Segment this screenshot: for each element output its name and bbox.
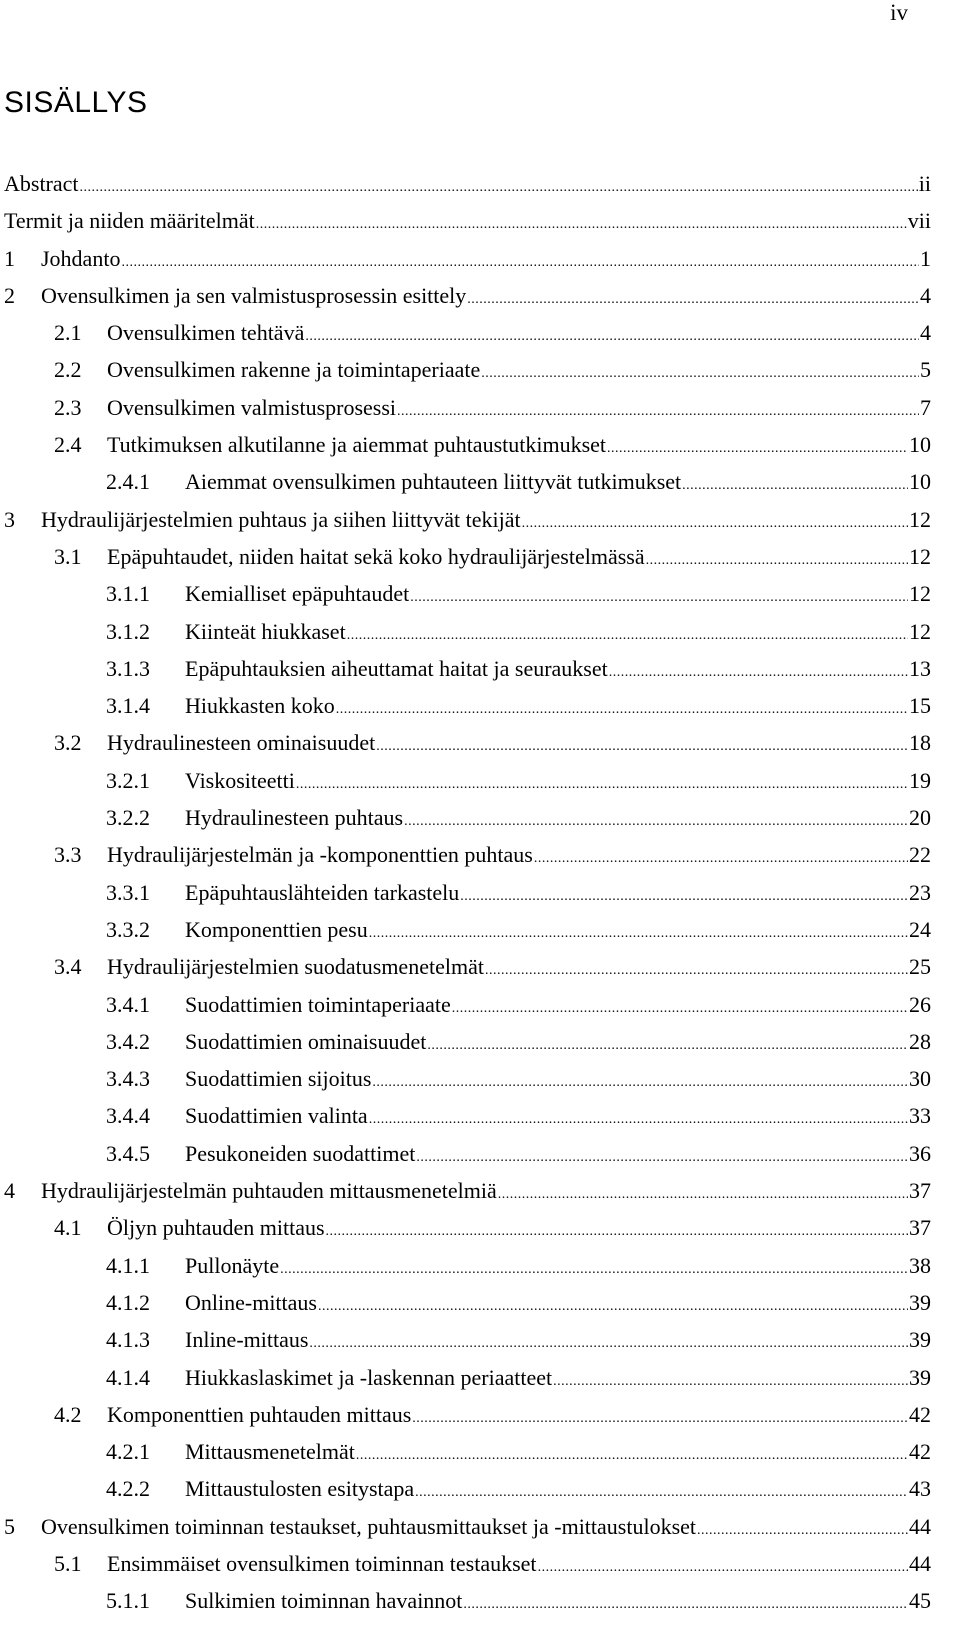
- toc-entry-page: 42: [909, 1401, 931, 1427]
- toc-entry[interactable]: [4, 1365, 931, 1402]
- toc-entry-title: Ovensulkimen toiminnan testaukset, puhtausmittaukset ja -mittaustulokset: [41, 1513, 697, 1539]
- toc-entry-number: 3.2.1: [106, 767, 150, 793]
- toc-entry[interactable]: [4, 469, 931, 506]
- toc-entry-number: 4.2.2: [106, 1476, 150, 1502]
- toc-entry-title: Komponenttien puhtauden mittaus: [107, 1401, 412, 1427]
- toc-entry[interactable]: [4, 1551, 931, 1588]
- toc-entry-number: 2.2: [54, 357, 82, 383]
- toc-entry-page: 39: [909, 1327, 931, 1353]
- toc-entry-title: Epäpuhtauksien aiheuttamat haitat ja seuraukset: [185, 655, 608, 681]
- toc-entry-page: 30: [909, 1066, 931, 1092]
- toc-dot-leader: [347, 623, 908, 649]
- toc-entry-page: 37: [909, 1215, 931, 1241]
- toc-entry-page: 12: [909, 543, 931, 569]
- toc-dot-leader: [452, 996, 908, 1022]
- toc-entry-number: 4.1.2: [106, 1289, 150, 1315]
- toc-entry-page: 25: [909, 954, 931, 980]
- toc-dot-leader: [682, 473, 908, 499]
- toc-entry-number: 4.2: [54, 1401, 82, 1427]
- toc-entry-title: Abstract: [4, 171, 79, 196]
- toc-entry-page: 10: [909, 432, 931, 458]
- toc-entry[interactable]: [4, 544, 931, 581]
- toc-dot-leader: [318, 1294, 908, 1320]
- toc-entry[interactable]: [4, 954, 931, 991]
- toc-entry-number: 5.1: [54, 1550, 82, 1576]
- toc-entry[interactable]: [4, 1402, 931, 1439]
- toc-entry-title: Online-mittaus: [185, 1289, 317, 1315]
- toc-entry-title: Mittaustulosten esitystapa: [185, 1476, 415, 1502]
- toc-entry[interactable]: [4, 1103, 931, 1140]
- toc-entry-title: Hydraulinesteen puhtaus: [185, 805, 404, 831]
- toc-entry-title: Ovensulkimen rakenne ja toimintaperiaate: [107, 357, 481, 383]
- toc-entry-title: Suodattimien ominaisuudet: [185, 1028, 427, 1054]
- toc-dot-leader: [534, 846, 908, 872]
- toc-entry[interactable]: [4, 730, 931, 767]
- toc-entry-number: 3.3.2: [106, 916, 150, 942]
- toc-entry-number: 3.4: [54, 954, 82, 980]
- toc-dot-leader: [410, 585, 908, 611]
- toc-dot-leader: [481, 361, 919, 387]
- toc-entry[interactable]: [4, 917, 931, 954]
- toc-entry-title: Ovensulkimen tehtävä: [107, 320, 305, 346]
- toc-dot-leader: [412, 1406, 908, 1432]
- toc-entry[interactable]: [4, 842, 931, 879]
- toc-entry[interactable]: [4, 768, 931, 805]
- toc-dot-leader: [121, 250, 919, 276]
- toc-dot-leader: [427, 1033, 908, 1059]
- toc-entry-title: Hydraulinesteen ominaisuudet: [107, 730, 376, 756]
- toc-entry[interactable]: [4, 656, 931, 693]
- toc-entry-number: 2: [4, 282, 15, 308]
- toc-entry-page: 18: [909, 730, 931, 756]
- toc-entry-number: 4.1.3: [106, 1327, 150, 1353]
- table-of-contents: [4, 171, 931, 1626]
- toc-entry-number: 1: [4, 245, 15, 271]
- toc-entry-number: 3.4.4: [106, 1103, 150, 1129]
- toc-entry-page: 12: [909, 618, 931, 644]
- toc-entry-page: 12: [909, 506, 931, 532]
- toc-entry-title: Öljyn puhtauden mittaus: [107, 1215, 325, 1241]
- toc-dot-leader: [296, 772, 908, 798]
- toc-dot-leader: [305, 324, 919, 350]
- toc-entry[interactable]: [4, 1588, 931, 1625]
- toc-entry-number: 2.4: [54, 432, 82, 458]
- toc-entry-number: 5: [4, 1513, 15, 1539]
- toc-entry[interactable]: [4, 1066, 931, 1103]
- toc-entry-number: 4.1: [54, 1215, 82, 1241]
- toc-dot-leader: [460, 884, 908, 910]
- toc-dot-leader: [336, 697, 908, 723]
- toc-entry-page: 4: [920, 320, 931, 346]
- toc-entry-page: 36: [909, 1140, 931, 1166]
- toc-entry-number: 3.1.2: [106, 618, 150, 644]
- toc-entry[interactable]: [4, 1178, 931, 1215]
- toc-entry[interactable]: [4, 171, 931, 208]
- toc-entry-number: 3.4.3: [106, 1066, 150, 1092]
- toc-entry-title: Hydraulijärjestelmien puhtaus ja siihen liittyvät tekijät: [41, 506, 521, 532]
- toc-dot-leader: [485, 958, 908, 984]
- toc-entry-number: 2.1: [54, 320, 82, 346]
- toc-entry-number: 3.3.1: [106, 879, 150, 905]
- toc-dot-leader: [356, 1443, 908, 1469]
- toc-entry[interactable]: [4, 880, 931, 917]
- toc-entry-number: 3.4.2: [106, 1028, 150, 1054]
- toc-dot-leader: [326, 1219, 908, 1245]
- toc-entry-title: Mittausmenetelmät: [185, 1439, 355, 1465]
- toc-entry[interactable]: [4, 507, 931, 544]
- toc-entry-page: 44: [909, 1513, 931, 1539]
- toc-heading: SISÄLLYS: [4, 86, 148, 119]
- toc-dot-leader: [522, 511, 908, 537]
- toc-dot-leader: [498, 1182, 908, 1208]
- toc-dot-leader: [376, 734, 908, 760]
- toc-entry-number: 5.1.1: [106, 1588, 150, 1614]
- toc-entry-page: vii: [907, 208, 931, 234]
- toc-dot-leader: [463, 1592, 908, 1618]
- toc-entry-page: 13: [909, 655, 931, 681]
- toc-entry[interactable]: [4, 1253, 931, 1290]
- toc-entry-number: 3: [4, 506, 15, 532]
- toc-dot-leader: [646, 548, 908, 574]
- toc-entry-page: 38: [909, 1252, 931, 1278]
- toc-entry[interactable]: [4, 1141, 931, 1178]
- toc-dot-leader: [80, 175, 918, 201]
- toc-entry-page: 26: [909, 991, 931, 1017]
- toc-dot-leader: [416, 1145, 908, 1171]
- toc-dot-leader: [309, 1331, 908, 1357]
- toc-entry-title: Ovensulkimen ja sen valmistusprosessin esittely: [41, 282, 467, 308]
- toc-entry[interactable]: [4, 1327, 931, 1364]
- toc-entry-page: 39: [909, 1364, 931, 1390]
- toc-entry-title: Komponenttien pesu: [185, 916, 368, 942]
- toc-entry[interactable]: [4, 1290, 931, 1327]
- toc-entry[interactable]: [4, 357, 931, 394]
- toc-entry[interactable]: [4, 1514, 931, 1551]
- toc-entry-title: Hiukkasten koko: [185, 693, 335, 719]
- toc-entry-title: Hydraulijärjestelmien suodatusmenetelmät: [107, 954, 484, 980]
- toc-entry-title: Suodattimien valinta: [185, 1103, 368, 1129]
- toc-entry[interactable]: [4, 693, 931, 730]
- toc-dot-leader: [369, 921, 908, 947]
- toc-entry[interactable]: [4, 246, 931, 283]
- toc-entry-number: 4.1.1: [106, 1252, 150, 1278]
- toc-entry-title: Ensimmäiset ovensulkimen toiminnan testaukset: [107, 1550, 537, 1576]
- toc-entry-number: 3.1.3: [106, 655, 150, 681]
- toc-dot-leader: [404, 809, 908, 835]
- toc-entry[interactable]: [4, 208, 931, 245]
- page-number: iv: [890, 0, 908, 25]
- toc-entry-page: 7: [920, 394, 931, 420]
- toc-entry-page: 44: [909, 1550, 931, 1576]
- toc-entry-page: 43: [909, 1476, 931, 1502]
- toc-entry-page: 42: [909, 1439, 931, 1465]
- toc-entry-title: Pesukoneiden suodattimet: [185, 1140, 416, 1166]
- toc-entry-title: Johdanto: [41, 245, 121, 271]
- toc-entry-page: 45: [909, 1588, 931, 1614]
- toc-entry[interactable]: [4, 1476, 931, 1513]
- toc-entry-page: 15: [909, 693, 931, 719]
- toc-entry[interactable]: [4, 581, 931, 618]
- toc-entry[interactable]: [4, 283, 931, 320]
- toc-entry-title: Termit ja niiden määritelmät: [4, 208, 255, 234]
- toc-dot-leader: [415, 1480, 908, 1506]
- toc-entry-page: 20: [909, 805, 931, 831]
- toc-dot-leader: [369, 1107, 908, 1133]
- toc-entry-title: Epäpuhtauslähteiden tarkastelu: [185, 879, 460, 905]
- toc-entry-number: 3.4.5: [106, 1140, 150, 1166]
- toc-entry-title: Viskositeetti: [185, 767, 295, 793]
- toc-entry-title: Hydraulijärjestelmän ja -komponenttien puhtaus: [107, 842, 533, 868]
- toc-entry-page: 37: [909, 1178, 931, 1204]
- toc-entry-number: 3.2: [54, 730, 82, 756]
- toc-entry-title: Epäpuhtaudet, niiden haitat sekä koko hydraulijärjestelmässä: [107, 543, 645, 569]
- toc-entry[interactable]: [4, 1029, 931, 1066]
- toc-entry[interactable]: [4, 432, 931, 469]
- toc-entry-title: Tutkimuksen alkutilanne ja aiemmat puhtaustutkimukset: [107, 432, 607, 458]
- toc-entry-page: 4: [920, 282, 931, 308]
- toc-entry-page: 1: [920, 245, 931, 271]
- toc-entry[interactable]: [4, 992, 931, 1029]
- toc-entry-number: 3.2.2: [106, 805, 150, 831]
- toc-entry[interactable]: [4, 1215, 931, 1252]
- toc-dot-leader: [256, 212, 907, 238]
- toc-entry[interactable]: [4, 619, 931, 656]
- toc-entry[interactable]: [4, 805, 931, 842]
- toc-entry-title: Kiinteät hiukkaset: [185, 618, 346, 644]
- toc-entry-number: 4.2.1: [106, 1439, 150, 1465]
- toc-entry-page: 33: [909, 1103, 931, 1129]
- toc-entry-page: 39: [909, 1289, 931, 1315]
- toc-entry-title: Pullonäyte: [185, 1252, 280, 1278]
- toc-entry-number: 3.1.4: [106, 693, 150, 719]
- toc-dot-leader: [372, 1070, 908, 1096]
- toc-entry-page: 5: [920, 357, 931, 383]
- toc-dot-leader: [607, 436, 908, 462]
- toc-entry-page: 10: [909, 469, 931, 495]
- toc-entry-number: 2.4.1: [106, 469, 150, 495]
- toc-entry-page: 23: [909, 879, 931, 905]
- toc-entry-title: Hiukkaslaskimet ja -laskennan periaatteet: [185, 1364, 553, 1390]
- toc-entry-page: 24: [909, 916, 931, 942]
- toc-dot-leader: [467, 287, 919, 313]
- toc-entry[interactable]: [4, 320, 931, 357]
- toc-entry-page: 22: [909, 842, 931, 868]
- toc-dot-leader: [397, 399, 919, 425]
- toc-entry-title: Inline-mittaus: [185, 1327, 309, 1353]
- toc-entry-number: 3.1: [54, 543, 82, 569]
- toc-dot-leader: [553, 1369, 908, 1395]
- toc-entry-title: Hydraulijärjestelmän puhtauden mittausmenetelmiä: [41, 1178, 497, 1204]
- toc-entry-page: 28: [909, 1028, 931, 1054]
- toc-entry[interactable]: [4, 395, 931, 432]
- toc-entry-number: 3.1.1: [106, 581, 150, 607]
- toc-entry-page: 12: [909, 581, 931, 607]
- toc-entry-title: Suodattimien sijoitus: [185, 1066, 372, 1092]
- toc-entry-title: Kemialliset epäpuhtaudet: [185, 581, 410, 607]
- toc-entry-title: Sulkimien toiminnan havainnot: [185, 1588, 463, 1614]
- toc-entry-title: Suodattimien toimintaperiaate: [185, 991, 451, 1017]
- toc-dot-leader: [538, 1555, 908, 1581]
- toc-entry-number: 3.4.1: [106, 991, 150, 1017]
- toc-entry-page: 19: [909, 767, 931, 793]
- toc-dot-leader: [280, 1257, 908, 1283]
- toc-dot-leader: [697, 1518, 908, 1544]
- toc-entry-number: 4.1.4: [106, 1364, 150, 1390]
- toc-entry-title: Aiemmat ovensulkimen puhtauteen liittyvät tutkimukset: [185, 469, 682, 495]
- toc-entry-title: Ovensulkimen valmistusprosessi: [107, 394, 397, 420]
- toc-entry-number: 4: [4, 1178, 15, 1204]
- toc-entry-page: ii: [918, 171, 931, 196]
- toc-entry-number: 3.3: [54, 842, 82, 868]
- toc-entry[interactable]: [4, 1439, 931, 1476]
- toc-entry-number: 2.3: [54, 394, 82, 420]
- toc-dot-leader: [609, 660, 908, 686]
